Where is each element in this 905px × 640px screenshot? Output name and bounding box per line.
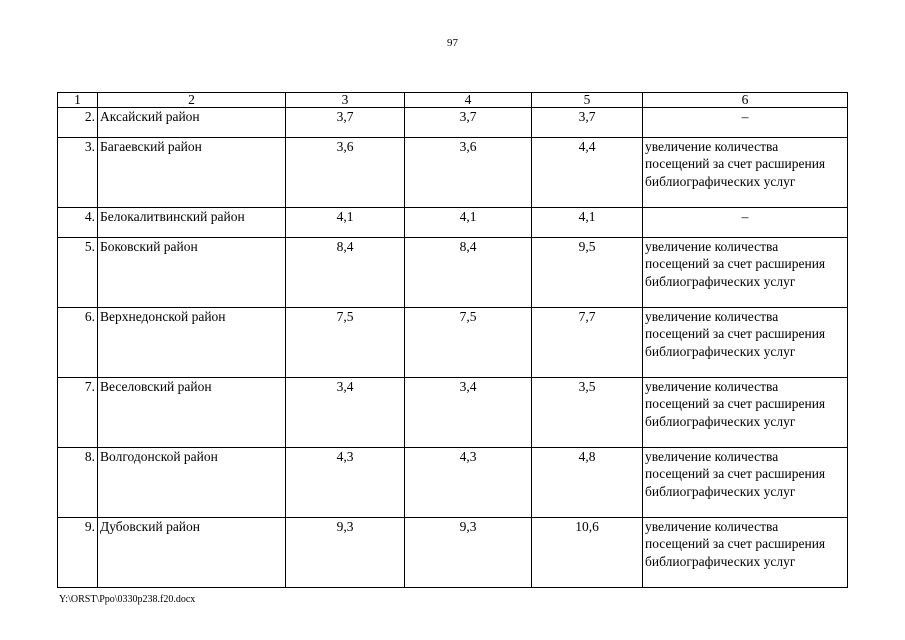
value-col-3: 7,5	[286, 308, 405, 378]
table-row	[58, 138, 848, 208]
row-number: 4.	[58, 208, 98, 238]
value-col-5: 9,5	[532, 238, 643, 308]
note-cell: увеличение количества посещений за счет расширения библиографических услуг	[643, 378, 848, 448]
value-col-3: 4,1	[286, 208, 405, 238]
table-row	[58, 448, 848, 518]
district-name: Аксайский район	[98, 108, 286, 138]
column-header-4: 4	[405, 93, 532, 108]
note-cell: увеличение количества посещений за счет расширения библиографических услуг	[643, 448, 848, 518]
value-col-5: 10,6	[532, 518, 643, 588]
note-cell: –	[643, 208, 848, 238]
note-cell: увеличение количества посещений за счет расширения библиографических услуг	[643, 308, 848, 378]
value-col-3: 3,4	[286, 378, 405, 448]
value-col-5: 4,8	[532, 448, 643, 518]
row-number: 9.	[58, 518, 98, 588]
value-col-5: 4,1	[532, 208, 643, 238]
value-col-4: 4,3	[405, 448, 532, 518]
district-name: Боковский район	[98, 238, 286, 308]
table-header-row	[58, 93, 848, 108]
value-col-5: 3,5	[532, 378, 643, 448]
value-col-5: 4,4	[532, 138, 643, 208]
note-cell: увеличение количества посещений за счет расширения библиографических услуг	[643, 518, 848, 588]
district-name: Белокалитвинский район	[98, 208, 286, 238]
value-col-3: 4,3	[286, 448, 405, 518]
footer-file-path: Y:\ORST\Ppo\0330p238.f20.docx	[59, 594, 196, 605]
row-number: 8.	[58, 448, 98, 518]
column-header-1: 1	[58, 93, 98, 108]
column-header-3: 3	[286, 93, 405, 108]
value-col-3: 3,7	[286, 108, 405, 138]
row-number: 7.	[58, 378, 98, 448]
row-number: 3.	[58, 138, 98, 208]
district-name: Багаевский район	[98, 138, 286, 208]
table-row	[58, 378, 848, 448]
data-table	[57, 92, 848, 588]
value-col-4: 3,4	[405, 378, 532, 448]
district-name: Веселовский район	[98, 378, 286, 448]
value-col-5: 7,7	[532, 308, 643, 378]
value-col-3: 8,4	[286, 238, 405, 308]
value-col-4: 7,5	[405, 308, 532, 378]
page-number: 97	[447, 37, 458, 49]
value-col-4: 9,3	[405, 518, 532, 588]
value-col-5: 3,7	[532, 108, 643, 138]
value-col-4: 3,7	[405, 108, 532, 138]
table-row	[58, 308, 848, 378]
column-header-5: 5	[532, 93, 643, 108]
row-number: 6.	[58, 308, 98, 378]
district-name: Дубовский район	[98, 518, 286, 588]
value-col-4: 3,6	[405, 138, 532, 208]
table-row	[58, 208, 848, 238]
row-number: 5.	[58, 238, 98, 308]
row-number: 2.	[58, 108, 98, 138]
district-name: Верхнедонской район	[98, 308, 286, 378]
value-col-3: 3,6	[286, 138, 405, 208]
table-row	[58, 518, 848, 588]
column-header-6: 6	[643, 93, 848, 108]
table-row	[58, 238, 848, 308]
value-col-4: 4,1	[405, 208, 532, 238]
value-col-3: 9,3	[286, 518, 405, 588]
note-cell: увеличение количества посещений за счет расширения библиографических услуг	[643, 238, 848, 308]
note-cell: увеличение количества посещений за счет расширения библиографических услуг	[643, 138, 848, 208]
value-col-4: 8,4	[405, 238, 532, 308]
table-row	[58, 108, 848, 138]
note-cell: –	[643, 108, 848, 138]
district-name: Волгодонской район	[98, 448, 286, 518]
column-header-2: 2	[98, 93, 286, 108]
